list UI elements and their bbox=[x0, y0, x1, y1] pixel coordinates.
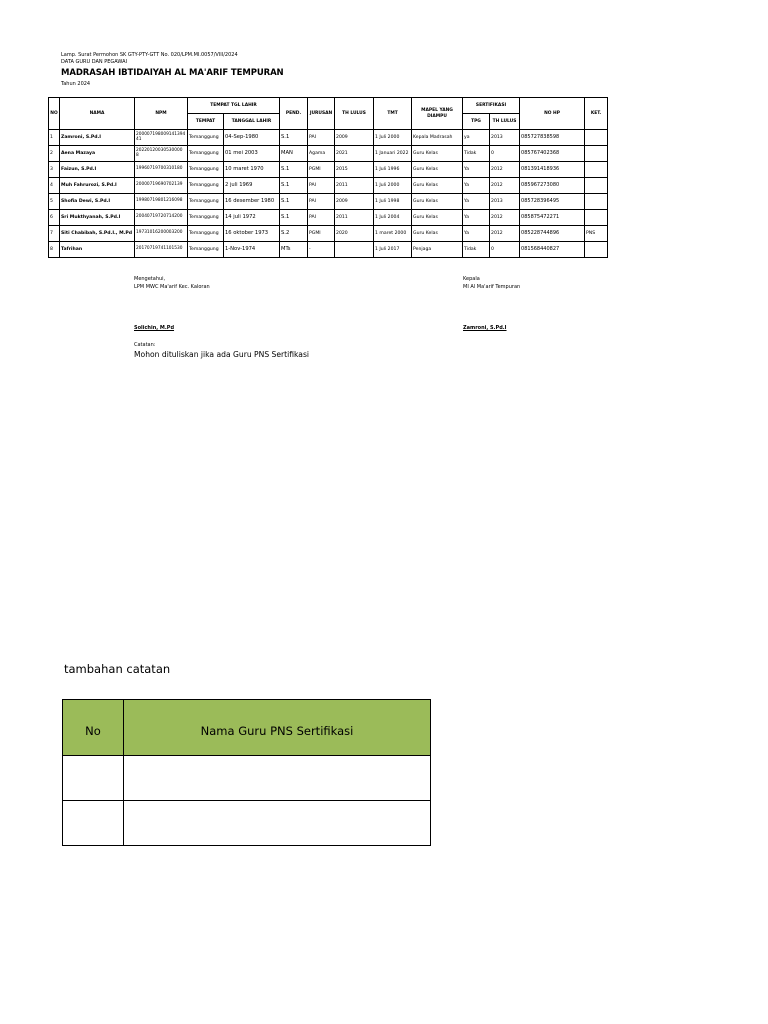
col-nama: NAMA bbox=[60, 98, 135, 130]
col-no-hp: NO HP bbox=[520, 98, 585, 130]
cell-tpg: Ya bbox=[463, 162, 490, 178]
cell-nama: Tafrihan bbox=[60, 242, 135, 258]
table-row bbox=[49, 194, 608, 210]
cell-tpg: Ya bbox=[463, 210, 490, 226]
school-label: MI Al Ma'arif Tempuran bbox=[463, 284, 521, 290]
cell-th-lulus-sertifikasi: 2012 bbox=[490, 226, 520, 242]
cell-no-hp: 081391418936 bbox=[520, 162, 585, 178]
cell-tanggal-lahir: 16 oktober 1973 bbox=[224, 226, 280, 242]
cell-tanggal-lahir: 10 maret 1970 bbox=[224, 162, 280, 178]
cell-ket bbox=[585, 210, 608, 226]
teacher-data-table bbox=[48, 97, 608, 258]
table-row bbox=[49, 178, 608, 194]
cell-no: 4 bbox=[49, 178, 60, 194]
pns-cell[interactable] bbox=[124, 756, 431, 801]
cell-tpg: ya bbox=[463, 130, 490, 146]
cell-th-lulus-sertifikasi: 2013 bbox=[490, 194, 520, 210]
cell-th-lulus-sertifikasi: 0 bbox=[490, 146, 520, 162]
col-tempat: TEMPAT bbox=[188, 114, 224, 130]
pns-cell[interactable] bbox=[63, 801, 124, 846]
table-row bbox=[49, 162, 608, 178]
cell-nama: Sri Mukthyanah, S.Pd.I bbox=[60, 210, 135, 226]
cell-mapel: Guru Kelas bbox=[412, 194, 463, 210]
lpm-signatory-name: Solichin, M.Pd bbox=[134, 325, 175, 331]
cell-tmt: 1 Juli 2000 bbox=[374, 130, 412, 146]
cell-tmt: 1 Juli 2000 bbox=[374, 178, 412, 194]
cell-tempat: Temanggung bbox=[188, 242, 224, 258]
cell-npm: 20000719800914139441 bbox=[135, 130, 188, 146]
cell-nama: Faizun, S.Pd.I bbox=[60, 162, 135, 178]
cell-jurusan: PGMI bbox=[308, 226, 335, 242]
notes-label: Catatan: bbox=[134, 342, 156, 348]
cell-tmt: 1 maret 2000 bbox=[374, 226, 412, 242]
cell-nama: Aena Mazaya bbox=[60, 146, 135, 162]
cell-tpg: Ya bbox=[463, 178, 490, 194]
cell-nama: Muh Fahrurozi, S.Pd.I bbox=[60, 178, 135, 194]
table-header-row bbox=[49, 98, 608, 114]
cell-pend: S.1 bbox=[280, 194, 308, 210]
cell-no-hp: 085228744896 bbox=[520, 226, 585, 242]
cell-jurusan: PAI bbox=[308, 210, 335, 226]
table-row bbox=[49, 210, 608, 226]
cell-mapel: Kepala Madrasah bbox=[412, 130, 463, 146]
cell-tempat: Temanggung bbox=[188, 130, 224, 146]
cell-th-lulus: 2020 bbox=[335, 226, 374, 242]
pns-cell[interactable] bbox=[63, 756, 124, 801]
pns-header-row bbox=[63, 700, 431, 756]
principal-signatory-name: Zamroni, S.Pd.I bbox=[463, 325, 507, 331]
cell-ket bbox=[585, 242, 608, 258]
cell-th-lulus: 2011 bbox=[335, 178, 374, 194]
cell-mapel: Guru Kelas bbox=[412, 178, 463, 194]
table-row bbox=[49, 130, 608, 146]
cell-ket bbox=[585, 130, 608, 146]
col-sertifikasi: SERTIFIKASI bbox=[463, 98, 520, 114]
cell-no: 7 bbox=[49, 226, 60, 242]
cell-mapel: Guru Kelas bbox=[412, 210, 463, 226]
cell-no: 1 bbox=[49, 130, 60, 146]
pns-cell[interactable] bbox=[124, 801, 431, 846]
cell-tempat: Temanggung bbox=[188, 226, 224, 242]
cell-ket: PNS bbox=[585, 226, 608, 242]
cell-th-lulus: 2009 bbox=[335, 130, 374, 146]
cell-tpg: Ya bbox=[463, 226, 490, 242]
lpm-label: LPM MWC Ma'arif Kec. Kaloran bbox=[134, 284, 210, 290]
cell-tpg: Ya bbox=[463, 194, 490, 210]
cell-th-lulus-sertifikasi: 2012 bbox=[490, 210, 520, 226]
cell-pend: MAN bbox=[280, 146, 308, 162]
cell-tanggal-lahir: 2 juli 1969 bbox=[224, 178, 280, 194]
cell-th-lulus: 2009 bbox=[335, 194, 374, 210]
cell-no: 2 bbox=[49, 146, 60, 162]
cell-tempat: Temanggung bbox=[188, 194, 224, 210]
cell-no: 8 bbox=[49, 242, 60, 258]
cell-pend: S.1 bbox=[280, 178, 308, 194]
cell-tempat: Temanggung bbox=[188, 210, 224, 226]
cell-tmt: 1 Juli 1996 bbox=[374, 162, 412, 178]
pns-empty-row bbox=[63, 801, 431, 846]
cell-tpg: Tidak bbox=[463, 146, 490, 162]
col-ket: KET. bbox=[585, 98, 608, 130]
extra-notes-title: tambahan catatan bbox=[64, 662, 171, 676]
col-pend: PEND. bbox=[280, 98, 308, 130]
col-tmt: TMT bbox=[374, 98, 412, 130]
cell-no-hp: 085875472271 bbox=[520, 210, 585, 226]
cell-npm: 20170719741101530 bbox=[135, 242, 188, 258]
cell-pend: MTs bbox=[280, 242, 308, 258]
pns-col-no: No bbox=[63, 700, 124, 756]
cell-th-lulus: 2021 bbox=[335, 146, 374, 162]
cell-jurusan: PAI bbox=[308, 130, 335, 146]
cell-nama: Shofia Dewi, S.Pd.I bbox=[60, 194, 135, 210]
cell-tmt: 1 Juli 1998 bbox=[374, 194, 412, 210]
cell-no-hp: 085728396495 bbox=[520, 194, 585, 210]
pns-col-nama: Nama Guru PNS Sertifikasi bbox=[124, 700, 431, 756]
cell-npm: 19731016200003200 bbox=[135, 226, 188, 242]
cell-npm: 20220120030530000 8 bbox=[135, 146, 188, 162]
cell-mapel: Penjaga bbox=[412, 242, 463, 258]
cell-nama: Siti Chabibah, S.Pd.I., M.Pd bbox=[60, 226, 135, 242]
cell-mapel: Guru Kelas bbox=[412, 226, 463, 242]
principal-label: Kepala bbox=[463, 276, 480, 282]
cell-tanggal-lahir: 1-Nov-1974 bbox=[224, 242, 280, 258]
cell-npm: 19980719801216098 bbox=[135, 194, 188, 210]
notes-text: Mohon dituliskan jika ada Guru PNS Sertifikasi bbox=[134, 350, 310, 359]
cell-ket bbox=[585, 178, 608, 194]
cell-th-lulus-sertifikasi: 0 bbox=[490, 242, 520, 258]
cell-th-lulus-sertifikasi: 2013 bbox=[490, 130, 520, 146]
col-mapel: MAPEL YANG DIAMPU bbox=[412, 98, 463, 130]
cell-th-lulus: 2011 bbox=[335, 210, 374, 226]
cell-tanggal-lahir: 14 juli 1972 bbox=[224, 210, 280, 226]
pns-certified-table bbox=[62, 699, 431, 846]
cell-mapel: Guru Kelas bbox=[412, 146, 463, 162]
cell-jurusan: PAI bbox=[308, 178, 335, 194]
cell-tempat: Temanggung bbox=[188, 146, 224, 162]
cell-jurusan: PAI bbox=[308, 194, 335, 210]
cell-no-hp: 085967273080 bbox=[520, 178, 585, 194]
table-row bbox=[49, 242, 608, 258]
acknowledged-label: Mengetahui, bbox=[134, 276, 166, 282]
cell-no-hp: 085767402368 bbox=[520, 146, 585, 162]
cell-tanggal-lahir: 04-Sep-1980 bbox=[224, 130, 280, 146]
cell-tmt: 1 Juli 2004 bbox=[374, 210, 412, 226]
cell-tanggal-lahir: 16 desember 1980 bbox=[224, 194, 280, 210]
cell-npm: 19960719700310180 bbox=[135, 162, 188, 178]
cell-tanggal-lahir: 01 mei 2003 bbox=[224, 146, 280, 162]
cell-jurusan: Agama bbox=[308, 146, 335, 162]
cell-no-hp: 081568440827 bbox=[520, 242, 585, 258]
cell-tmt: 1 Januari 2022 bbox=[374, 146, 412, 162]
col-tanggal-lahir: TANGGAL LAHIR bbox=[224, 114, 280, 130]
cell-pend: S.1 bbox=[280, 130, 308, 146]
col-npm: NPM bbox=[135, 98, 188, 130]
cell-th-lulus bbox=[335, 242, 374, 258]
cell-tempat: Temanggung bbox=[188, 162, 224, 178]
cell-tpg: Tidak bbox=[463, 242, 490, 258]
cell-pend: S.1 bbox=[280, 162, 308, 178]
cell-ket bbox=[585, 146, 608, 162]
cell-no-hp: 085727838598 bbox=[520, 130, 585, 146]
cell-tempat: Temanggung bbox=[188, 178, 224, 194]
cell-jurusan: - bbox=[308, 242, 335, 258]
document-title: MADRASAH IBTIDAIYAH AL MA'ARIF TEMPURAN bbox=[61, 68, 284, 78]
document-subtitle: DATA GURU DAN PEGAWAI bbox=[61, 59, 128, 65]
cell-th-lulus-sertifikasi: 2012 bbox=[490, 162, 520, 178]
cell-ket bbox=[585, 194, 608, 210]
cell-ket bbox=[585, 162, 608, 178]
col-no: NO bbox=[49, 98, 60, 130]
letter-reference: Lamp. Surat Permohon SK GTY-PTY-GTT No. 020/LPM.MI.0057/VIII/2024 bbox=[61, 52, 238, 58]
col-tempat-tgl-lahir: TEMPAT TGL LAHIR bbox=[188, 98, 280, 114]
cell-mapel: Guru Kelas bbox=[412, 162, 463, 178]
cell-pend: S.2 bbox=[280, 226, 308, 242]
table-row bbox=[49, 146, 608, 162]
col-jurusan: JURUSAN bbox=[308, 98, 335, 130]
cell-no: 3 bbox=[49, 162, 60, 178]
cell-no: 5 bbox=[49, 194, 60, 210]
cell-nama: Zamroni, S.Pd.I bbox=[60, 130, 135, 146]
pns-empty-row bbox=[63, 756, 431, 801]
col-th-lulus-sertifikasi: TH LULUS bbox=[490, 114, 520, 130]
col-th-lulus: TH LULUS bbox=[335, 98, 374, 130]
cell-pend: S.1 bbox=[280, 210, 308, 226]
cell-no: 6 bbox=[49, 210, 60, 226]
cell-jurusan: PGMI bbox=[308, 162, 335, 178]
cell-th-lulus-sertifikasi: 2012 bbox=[490, 178, 520, 194]
cell-th-lulus: 2015 bbox=[335, 162, 374, 178]
table-row bbox=[49, 226, 608, 242]
document-year: Tahun 2024 bbox=[61, 81, 91, 87]
cell-tmt: 1 Juli 2017 bbox=[374, 242, 412, 258]
col-tpg: TPG bbox=[463, 114, 490, 130]
cell-npm: 20040719720714200 bbox=[135, 210, 188, 226]
cell-npm: 20000719690702139 bbox=[135, 178, 188, 194]
